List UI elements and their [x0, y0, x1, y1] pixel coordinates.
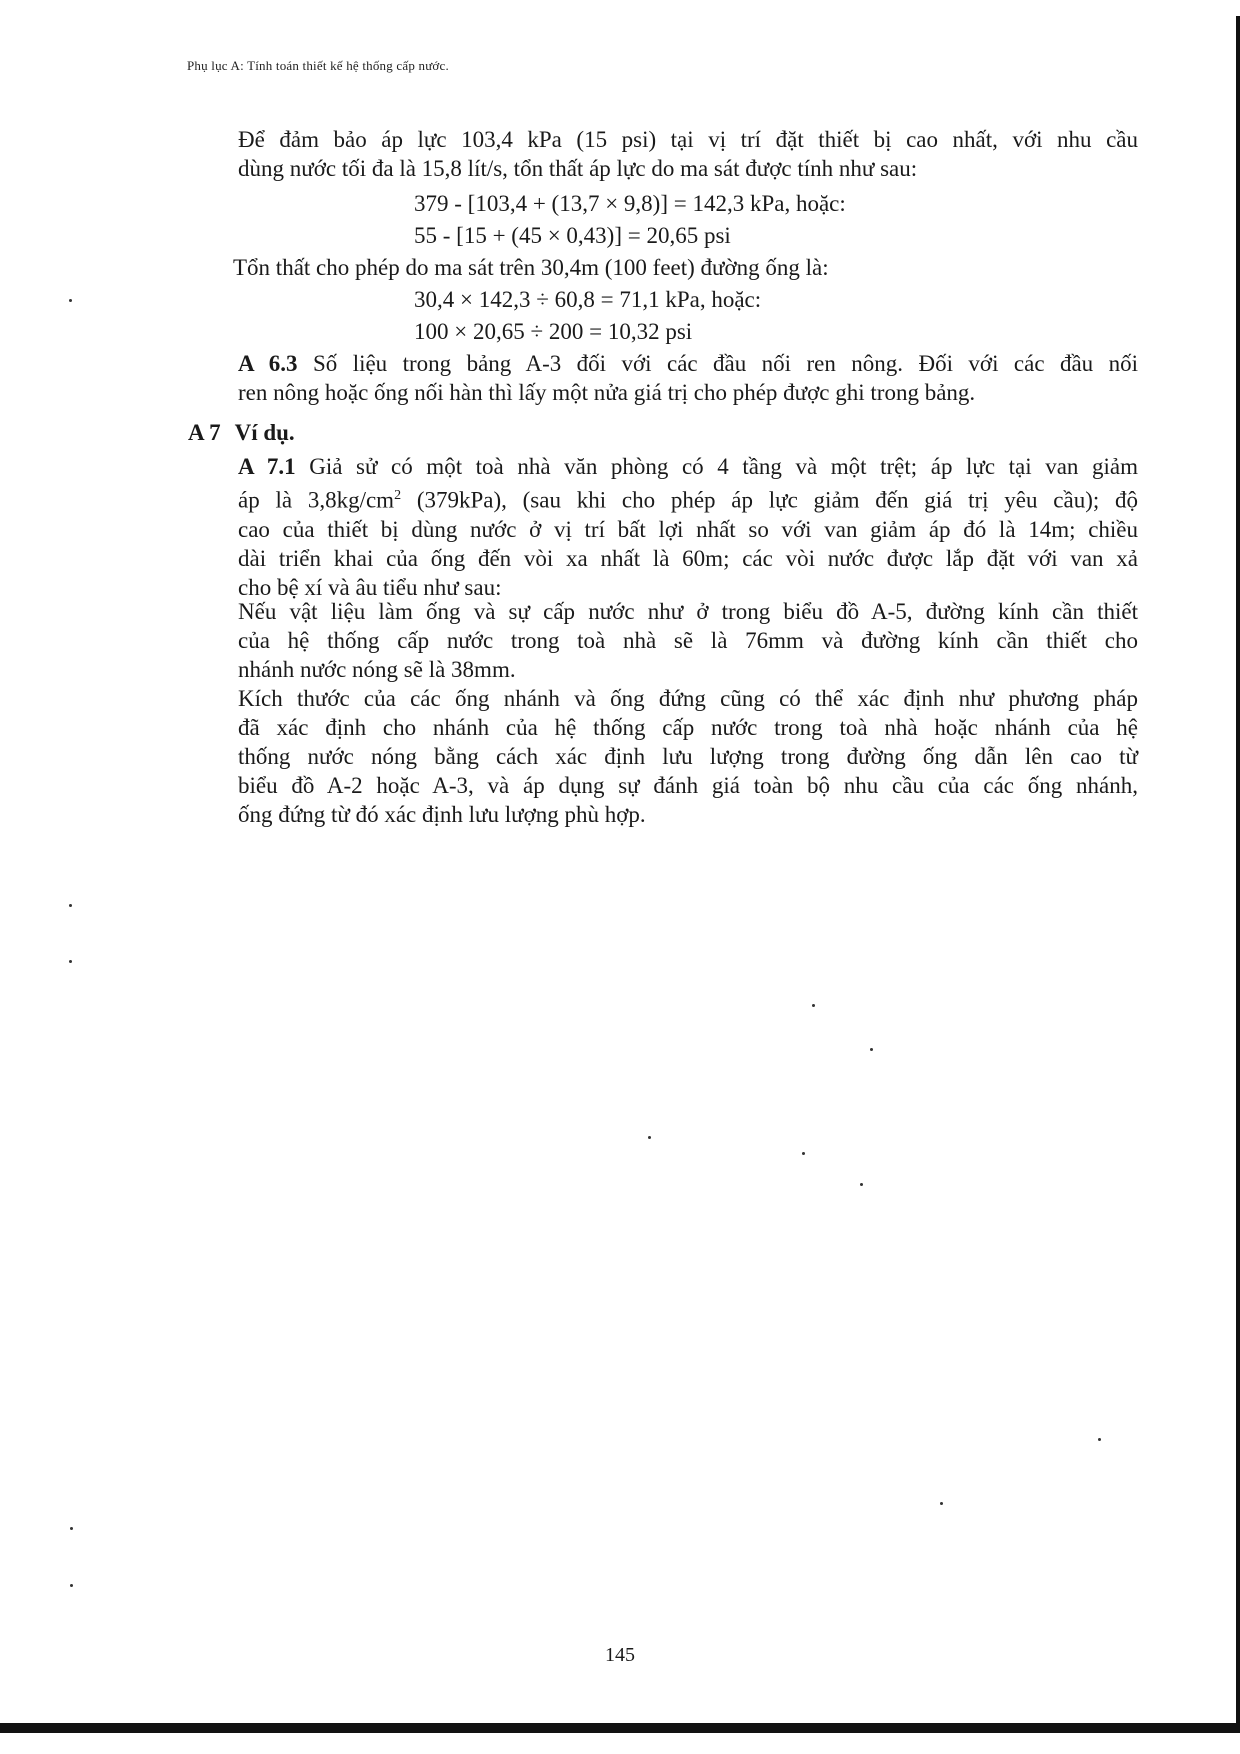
equation-allowable-kpa: 30,4 × 142,3 ÷ 60,8 = 71,1 kPa, hoặc:	[414, 287, 762, 312]
paragraph-pressure-intro	[238, 125, 1138, 183]
scan-speck	[870, 1048, 873, 1051]
text-line: A 6.3 Số liệu trong bảng A-3 đối với các đầu nối ren nông. Đối với các đầu nối	[238, 351, 1138, 376]
text-line: Nếu vật liệu làm ống và sự cấp nước như ở trong biểu đồ A-5, đường kính cần thiết	[238, 599, 1138, 624]
section-number: A 6.3	[238, 351, 298, 376]
scan-speck	[1098, 1438, 1101, 1441]
scan-speck	[70, 1527, 73, 1530]
section-number: A 7.1	[238, 454, 296, 479]
scan-speck	[69, 960, 72, 963]
section-number: A 7	[188, 420, 221, 445]
text-line: thống nước nóng bằng cách xác định lưu lượng trong đường ống dẫn lên cao từ	[238, 744, 1138, 769]
text-line: của hệ thống cấp nước trong toà nhà sẽ là 76mm và đường kính cần thiết cho	[238, 628, 1138, 653]
running-header: Phụ lục A: Tính toán thiết kế hệ thống cấp nước.	[187, 58, 449, 73]
text-line: ren nông hoặc ống nối hàn thì lấy một nửa giá trị cho phép được ghi trong bảng.	[238, 380, 976, 405]
text-line: dài triển khai của ống đến vòi xa nhất là 60m; các vòi nước được lắp đặt với van xả	[238, 545, 1138, 571]
scan-speck	[69, 299, 72, 302]
page-number: 145	[605, 1644, 635, 1666]
section-a7-1	[238, 452, 1138, 602]
text-line: A 7.1 Giả sử có một toà nhà văn phòng có 4 tầng và một trệt; áp lực tại van giảm	[238, 454, 1138, 479]
scan-border-right	[1236, 16, 1240, 1730]
paragraph-allowable-loss: Tổn thất cho phép do ma sát trên 30,4m (100 feet) đường ống là:	[233, 255, 829, 280]
text-line: cao của thiết bị dùng nước ở vị trí bất lợi nhất so với van giảm áp đó là 14m; chiều	[238, 516, 1138, 542]
text-line: dùng nước tối đa là 15,8 lít/s, tổn thất áp lực do ma sát được tính như sau:	[238, 156, 918, 181]
text-line: Để đảm bảo áp lực 103,4 kPa (15 psi) tại vị trí đặt thiết bị cao nhất, với nhu cầu	[238, 127, 1138, 152]
scan-speck	[860, 1183, 863, 1186]
scan-speck	[940, 1502, 943, 1505]
section-a6-3	[238, 349, 1138, 407]
scan-border-bottom	[0, 1723, 1240, 1733]
text-line: Kích thước của các ống nhánh và ống đứng cũng có thể xác định như phương pháp	[238, 686, 1138, 711]
equation-allowable-psi: 100 × 20,65 ÷ 200 = 10,32 psi	[414, 319, 693, 344]
text-line: ống đứng từ đó xác định lưu lượng phù hợp.	[238, 802, 646, 827]
text-line: biểu đồ A-2 hoặc A-3, và áp dụng sự đánh giá toàn bộ nhu cầu của các ống nhánh,	[238, 773, 1138, 798]
scan-speck	[648, 1136, 651, 1139]
text-line: áp là $3,8kg/cm^2$ (379kPa), (sau khi cho phép áp lực giảm đến giá trị yêu cầu); độ	[238, 487, 1138, 513]
text-line: đã xác định cho nhánh của hệ thống cấp nước trong toà nhà hoặc nhánh của hệ	[238, 715, 1138, 740]
equation-psi: 55 - [15 + (45 × 0,43)] = 20,65 psi	[414, 223, 731, 248]
scan-speck	[70, 1584, 73, 1587]
paragraph-branch-sizes	[238, 684, 1138, 829]
section-heading-a7	[188, 420, 295, 446]
scan-speck	[812, 1004, 815, 1007]
scan-speck	[69, 904, 72, 907]
text-line: nhánh nước nóng sẽ là 38mm.	[238, 657, 516, 682]
scan-speck	[802, 1152, 805, 1155]
section-title: Ví dụ.	[234, 420, 295, 445]
paragraph-pipe-diameter	[238, 597, 1138, 684]
text-line: cho bệ xí và âu tiểu như sau:	[238, 574, 502, 600]
equation-kpa: 379 - [103,4 + (13,7 × 9,8)] = 142,3 kPa, hoặc:	[414, 191, 846, 216]
